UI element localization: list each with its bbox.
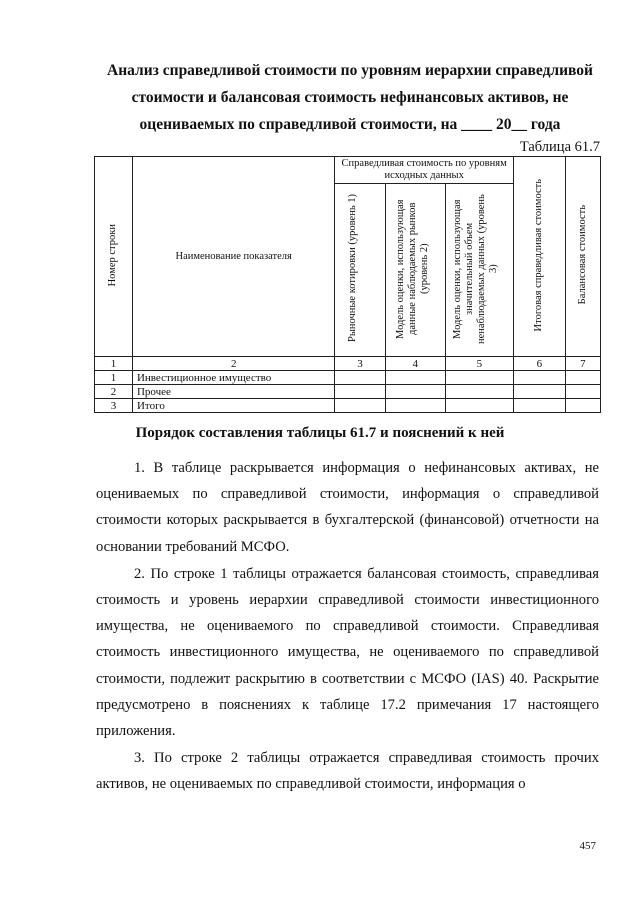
empty-cell	[445, 371, 513, 385]
column-number: 4	[385, 357, 445, 371]
fair-value-table	[94, 156, 601, 413]
header-fair-value-group	[335, 157, 513, 184]
paragraph: 1. В таблице раскрывается информация о нефинансовых активах, не оцениваемых по справедливой стоимости, информация о справедливой стоимости которых раскрывается в бухгалтерской (финансовой) отчетности на основании требований МСФО.	[96, 460, 599, 555]
empty-cell	[385, 371, 445, 385]
paragraph: 2. По строке 1 таблицы отражается балансовая стоимость, справедливая стоимость и уровень иерархии справедливой стоимости инвестиционного имущества, не оцениваемого по справедливой стоимости. Справедливая стоимость инвестиционного имущества, не оцениваемого по справедливой стоимости, подлежит раскрытию в соответствии с МСФО (IAS) 40. Раскрытие предусмотрено в пояснениях к таблице 17.2 примечания 17 настоящего приложения.	[96, 565, 599, 740]
column-number: 2	[132, 357, 334, 371]
header-fair-value-group-label: Справедливая стоимость по уровням исходных данных	[341, 158, 507, 181]
row-label: Инвестиционное имущество	[132, 371, 334, 385]
empty-cell	[335, 385, 385, 399]
empty-cell	[513, 385, 565, 399]
row-label: Итого	[132, 399, 334, 413]
section-heading: Порядок составления таблицы 61.7 и пояснений к ней	[135, 425, 505, 441]
empty-cell	[335, 399, 385, 413]
header-total-fair-value-label: Итоговая справедливая стоимость	[533, 178, 545, 332]
paragraph: 3. По строке 2 таблицы отражается справедливая стоимость прочих активов, не оцениваемых по справедливой стоимости, информация о	[96, 750, 599, 793]
header-level-3	[445, 184, 513, 357]
empty-cell	[565, 385, 600, 399]
row-number: 3	[95, 399, 133, 413]
empty-cell	[385, 399, 445, 413]
empty-cell	[445, 385, 513, 399]
header-row-number	[95, 157, 133, 357]
header-level-3-label: Модель оценки, использующая значительный объем ненаблюдаемых данных (уровень 3)	[452, 193, 500, 344]
empty-cell	[565, 371, 600, 385]
header-book-value-label: Балансовая стоимость	[576, 205, 588, 305]
header-level-1	[335, 184, 385, 357]
row-number: 1	[95, 371, 133, 385]
header-total-fair-value	[513, 157, 565, 357]
column-number-row	[95, 357, 601, 371]
empty-cell	[513, 399, 565, 413]
header-level-2-label: Модель оценки, использующая данные наблюдаемых рынков (уровень 2)	[395, 198, 431, 339]
page-number: 457	[579, 840, 596, 852]
empty-cell	[445, 399, 513, 413]
column-number: 7	[565, 357, 600, 371]
column-number: 1	[95, 357, 133, 371]
title-line-1: Анализ справедливой стоимости по уровням иерархии справедливой	[107, 62, 593, 79]
header-level-2	[385, 184, 445, 357]
body-text	[96, 455, 599, 798]
header-row-number-label: Номер строки	[107, 223, 119, 287]
header-level-1-label: Рыночные котировки (уровень 1)	[346, 194, 358, 343]
empty-cell	[513, 371, 565, 385]
column-number: 6	[513, 357, 565, 371]
header-indicator-name: Наименование показателя	[132, 157, 334, 357]
title-line-3: оцениваемых по справедливой стоимости, на ____ 20__ года	[139, 116, 561, 133]
row-label: Прочее	[132, 385, 334, 399]
table-row	[95, 371, 601, 385]
table-row	[95, 399, 601, 413]
empty-cell	[385, 385, 445, 399]
title-line-2: стоимости и балансовая стоимость нефинансовых активов, не	[131, 89, 569, 106]
column-number: 3	[335, 357, 385, 371]
empty-cell	[335, 371, 385, 385]
empty-cell	[565, 399, 600, 413]
document-title	[90, 57, 610, 138]
table-caption: Таблица 61.7	[519, 139, 600, 155]
row-number: 2	[95, 385, 133, 399]
column-number: 5	[445, 357, 513, 371]
header-book-value	[565, 157, 600, 357]
table-row	[95, 385, 601, 399]
